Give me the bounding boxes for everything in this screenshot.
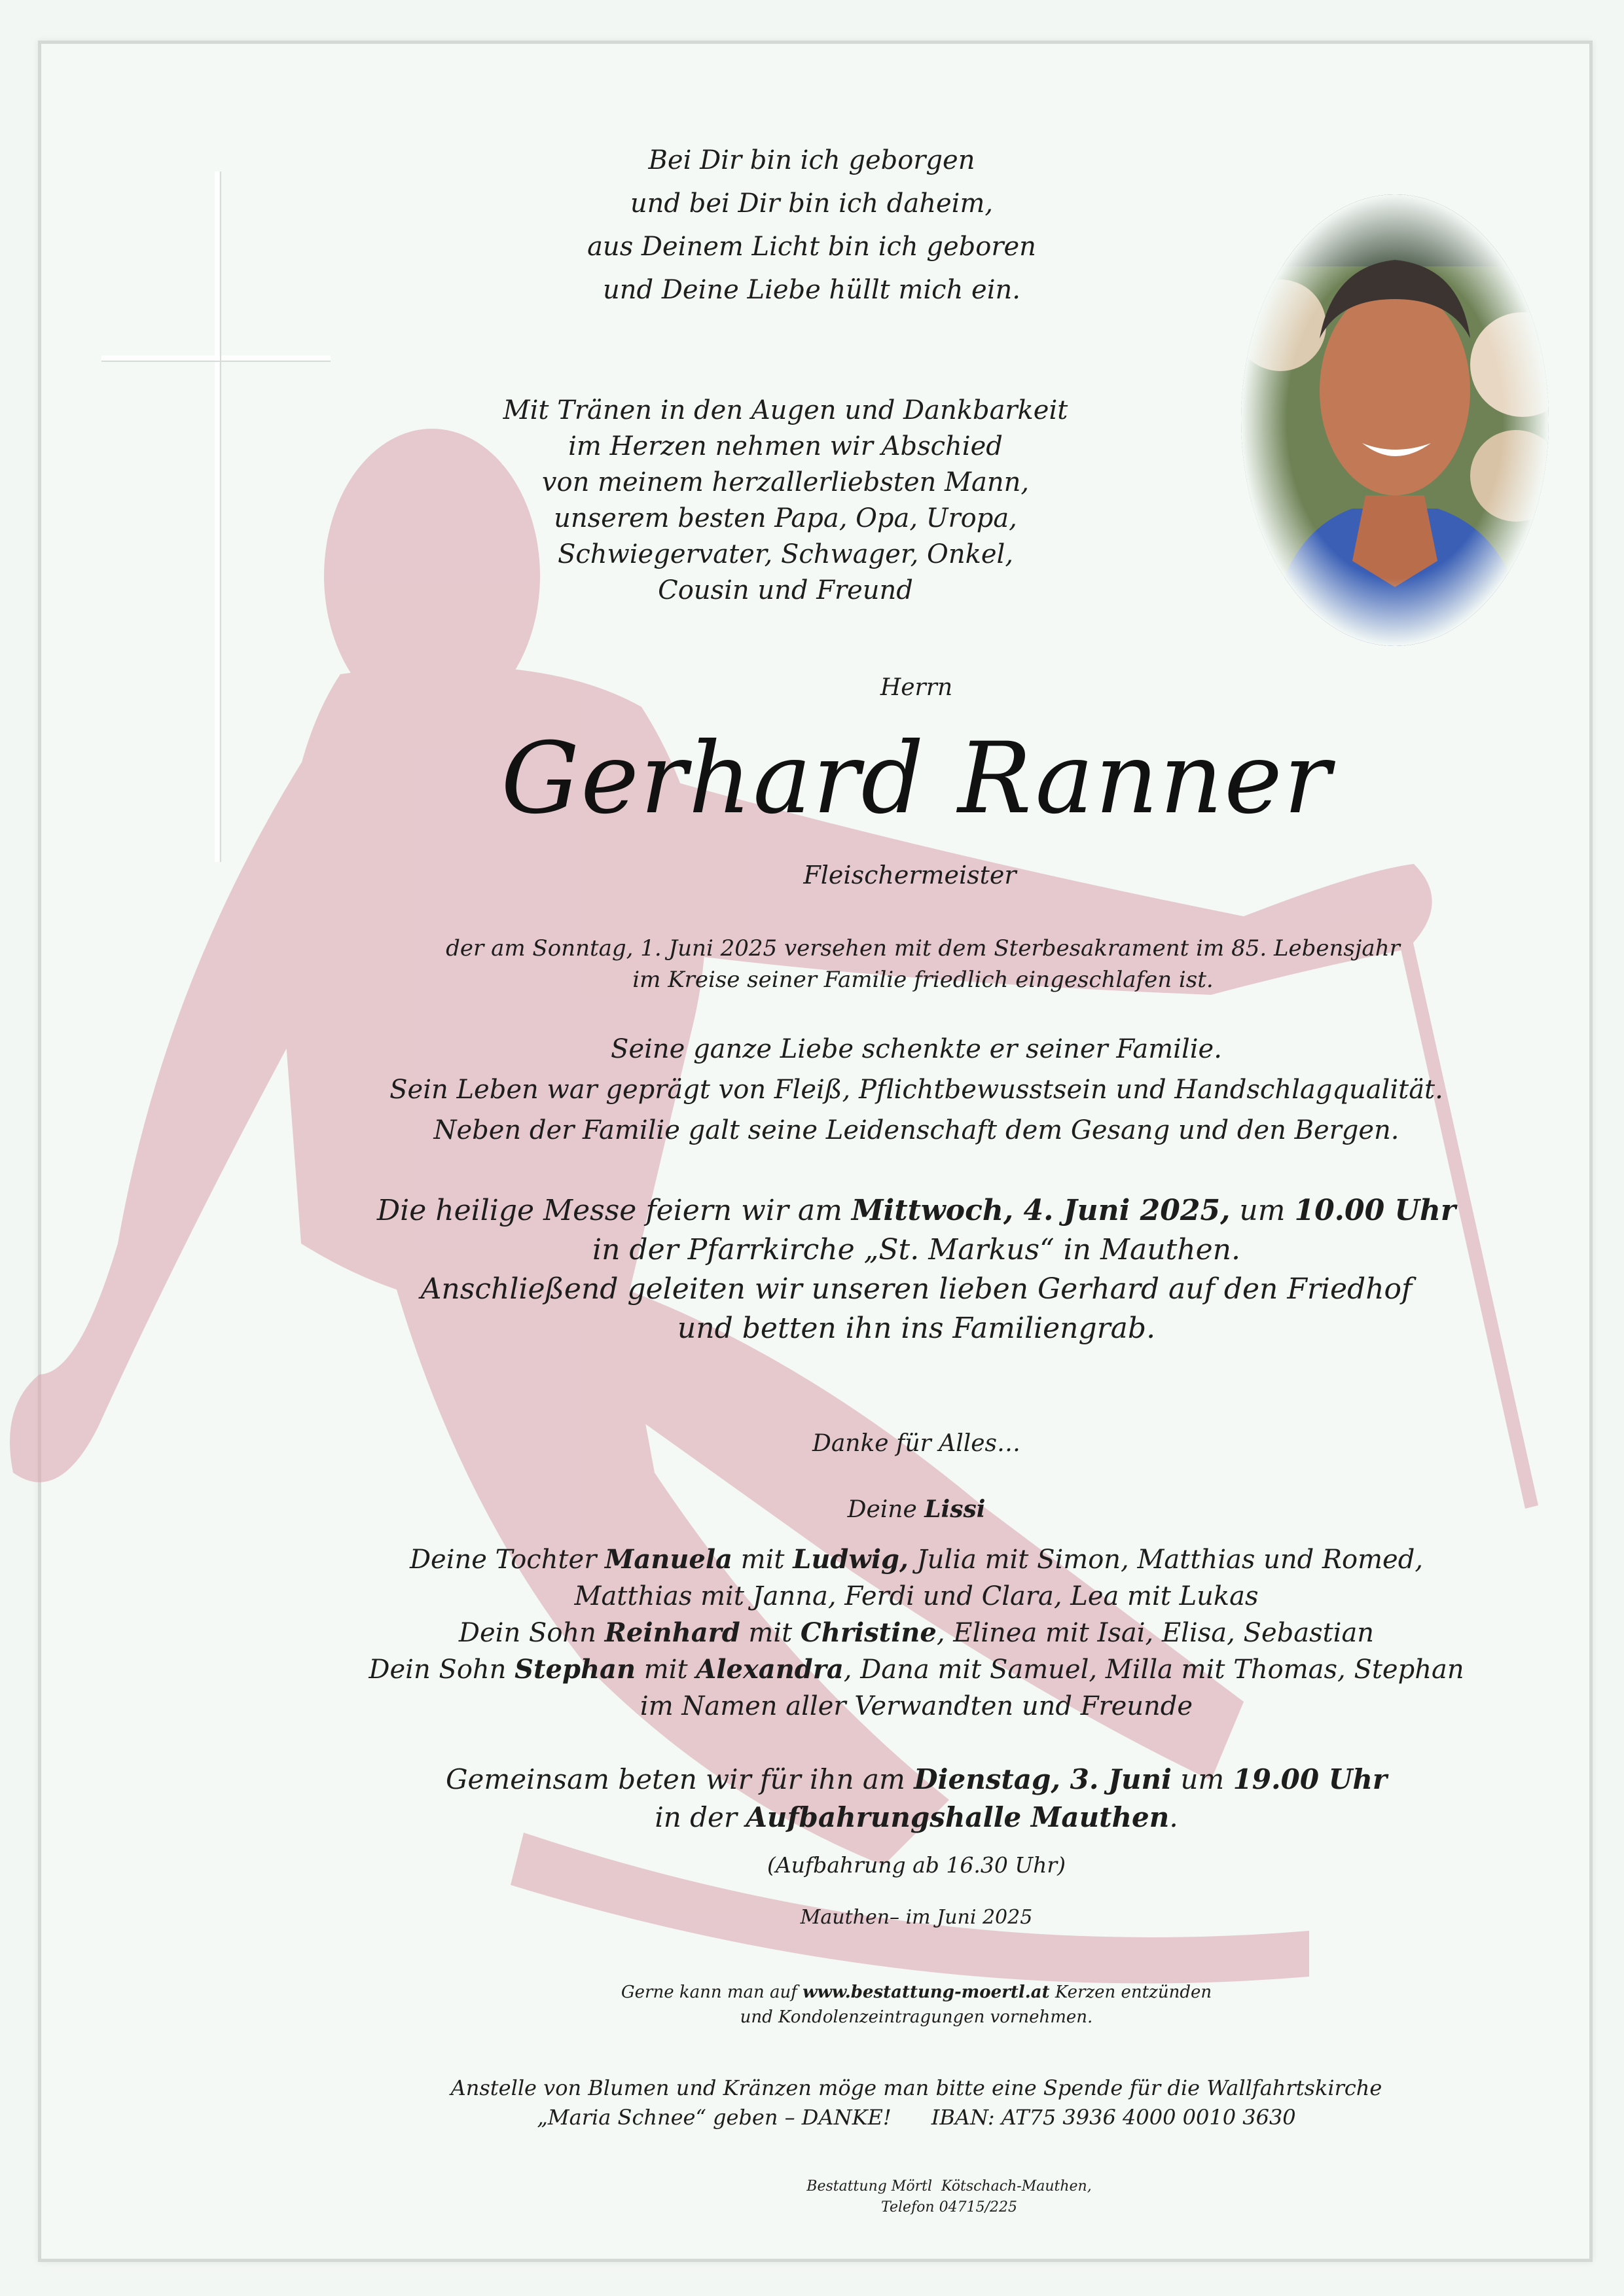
wife-line: Deine Lissi bbox=[847, 1496, 986, 1523]
donation-line: „Maria Schnee“ geben – DANKE! IBAN: AT75 3936 4000 0010 3630 bbox=[537, 2105, 1296, 2130]
family-line: Deine Tochter Manuela mit Ludwig, Julia mit Simon, Matthias und Romed, bbox=[409, 1544, 1424, 1575]
death-notice-line: der am Sonntag, 1. Juni 2025 versehen mit dem Sterbesakrament im 85. Lebensjahr bbox=[446, 935, 1400, 961]
portrait-photo bbox=[1241, 194, 1549, 646]
poem bbox=[484, 139, 1139, 312]
profession: Fleischermeister bbox=[803, 861, 1017, 889]
poem-line: Bei Dir bin ich geborgen bbox=[648, 145, 975, 175]
tribute-line: Neben der Familie galt seine Leidenschaft dem Gesang und den Bergen. bbox=[433, 1115, 1399, 1145]
prayer-line-2: in der Aufbahrungshalle Mauthen. bbox=[655, 1801, 1178, 1833]
intro-line: von meinem herzallerliebsten Mann, bbox=[541, 467, 1030, 497]
family-line: im Namen aller Verwandten und Freunde bbox=[640, 1691, 1193, 1721]
donation-line: Anstelle von Blumen und Kränzen möge man bitte eine Spende für die Wallfahrtskirche bbox=[450, 2075, 1382, 2100]
prayer-announcement bbox=[432, 1761, 1401, 1837]
farewell-intro bbox=[458, 393, 1113, 609]
intro-line: Cousin und Freund bbox=[658, 575, 913, 605]
death-notice-line: im Kreise seiner Familie friedlich eingeschlafen ist. bbox=[632, 967, 1214, 993]
undertaker-info bbox=[687, 2176, 1211, 2218]
place-date: Mauthen– im Juni 2025 bbox=[800, 1906, 1033, 1929]
poem-line: und Deine Liebe hüllt mich ein. bbox=[603, 275, 1020, 305]
death-notice bbox=[419, 933, 1427, 996]
intro-line: unserem besten Papa, Opa, Uropa, bbox=[554, 503, 1017, 533]
salutation: Herrn bbox=[880, 674, 953, 701]
tribute-line: Sein Leben war geprägt von Fleiß, Pflichtbewusstsein und Handschlagqualität. bbox=[389, 1075, 1443, 1105]
website-link[interactable]: www.bestattung-moertl.at bbox=[803, 1982, 1050, 2002]
prayer-line-1: Gemeinsam beten wir für ihn am Dienstag, 3. Juni um 19.00 Uhr bbox=[445, 1763, 1388, 1795]
undertaker-line: Bestattung Mörtl Kötschach-Mauthen, bbox=[806, 2178, 1092, 2195]
intro-line: im Herzen nehmen wir Abschied bbox=[568, 431, 1003, 461]
family-line: Dein Sohn Stephan mit Alexandra, Dana mit Samuel, Milla mit Thomas, Stephan bbox=[369, 1654, 1464, 1685]
mass-line-3: Anschließend geleiten wir unseren lieben Gerhard auf den Friedhof bbox=[420, 1272, 1413, 1306]
donation-note bbox=[393, 2073, 1440, 2132]
poem-line: aus Deinem Licht bin ich geboren bbox=[587, 232, 1036, 262]
deceased-name: Gerhard Ranner bbox=[501, 722, 1332, 836]
family-line: Dein Sohn Reinhard mit Christine, Elinea mit Isai, Elisa, Sebastian bbox=[458, 1617, 1375, 1648]
tribute-line: Seine ganze Liebe schenkte er seiner Familie. bbox=[611, 1034, 1222, 1064]
undertaker-line: Telefon 04715/225 bbox=[881, 2199, 1017, 2215]
online-condolence-note bbox=[524, 1980, 1309, 2030]
poem-line: und bei Dir bin ich daheim, bbox=[630, 188, 994, 219]
tribute bbox=[380, 1029, 1453, 1151]
intro-line: Mit Tränen in den Augen und Dankbarkeit bbox=[503, 395, 1068, 425]
online-line-1: Gerne kann man auf www.bestattung-moertl.at Kerzen entzünden bbox=[621, 1982, 1212, 2002]
intro-line: Schwiegervater, Schwager, Onkel, bbox=[557, 539, 1014, 569]
mass-line-1: Die heilige Messe feiern wir am Mittwoch, 4. Juni 2025, um 10.00 Uhr bbox=[376, 1194, 1456, 1227]
family-list bbox=[367, 1541, 1466, 1725]
mass-line-4: und betten ihn ins Familiengrab. bbox=[677, 1312, 1156, 1345]
family-line: Matthias mit Janna, Ferdi und Clara, Lea mit Lukas bbox=[574, 1581, 1259, 1611]
laying-out-time: (Aufbahrung ab 16.30 Uhr) bbox=[767, 1852, 1066, 1878]
thanks-line: Danke für Alles… bbox=[812, 1430, 1021, 1457]
mass-announcement bbox=[367, 1191, 1466, 1348]
mass-line-2: in der Pfarrkirche „St. Markus“ in Mauthen. bbox=[592, 1233, 1240, 1266]
online-line-2: und Kondolenzeintragungen vornehmen. bbox=[740, 2007, 1093, 2027]
